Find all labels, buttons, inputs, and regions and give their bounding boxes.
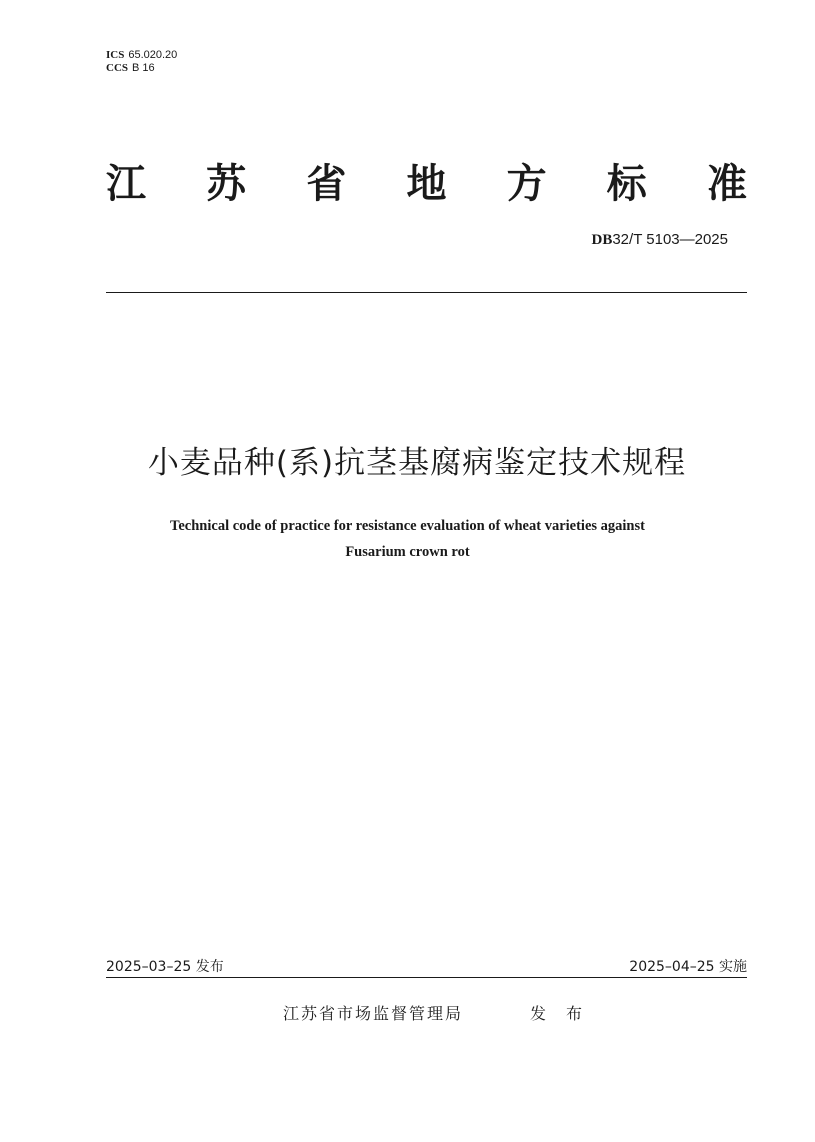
heading-char: 地 <box>406 161 447 207</box>
ics-label: ICS <box>106 49 125 61</box>
heading-char: 准 <box>706 161 747 207</box>
heading-char: 苏 <box>206 161 247 207</box>
document-title-english <box>80 513 735 565</box>
heading-char: 方 <box>506 161 547 207</box>
heading-char: 省 <box>306 161 347 207</box>
standard-number <box>592 231 729 249</box>
ics-code <box>106 49 177 62</box>
issuing-authority: 江苏省市场监督管理局 <box>283 1004 464 1023</box>
heading-char: 标 <box>606 161 647 207</box>
ccs-label: CCS <box>106 62 129 74</box>
ics-value: 65.020.20 <box>128 49 178 61</box>
top-divider <box>106 292 747 293</box>
standard-number-rest: 32/T 5103—2025 <box>612 231 728 248</box>
implementation-date: 2025–04–25 实施 <box>629 959 747 975</box>
english-title-line: Fusarium crown rot <box>345 544 470 560</box>
issue-date: 2025–03–25 发布 <box>106 959 224 975</box>
issuing-action: 发布 <box>530 1004 603 1023</box>
heading-char: 江 <box>106 161 146 207</box>
ccs-value: B 16 <box>132 62 155 74</box>
ccs-code <box>106 62 177 75</box>
bottom-divider <box>106 977 747 978</box>
english-title-line: Technical code of practice for resistance evaluation of wheat varieties against <box>170 518 645 534</box>
document-title-chinese: 小麦品种(系)抗茎基腐病鉴定技术规程 <box>147 445 687 481</box>
standard-type-heading <box>106 158 747 210</box>
standard-number-prefix: DB <box>591 232 613 248</box>
classification-codes <box>106 49 177 75</box>
